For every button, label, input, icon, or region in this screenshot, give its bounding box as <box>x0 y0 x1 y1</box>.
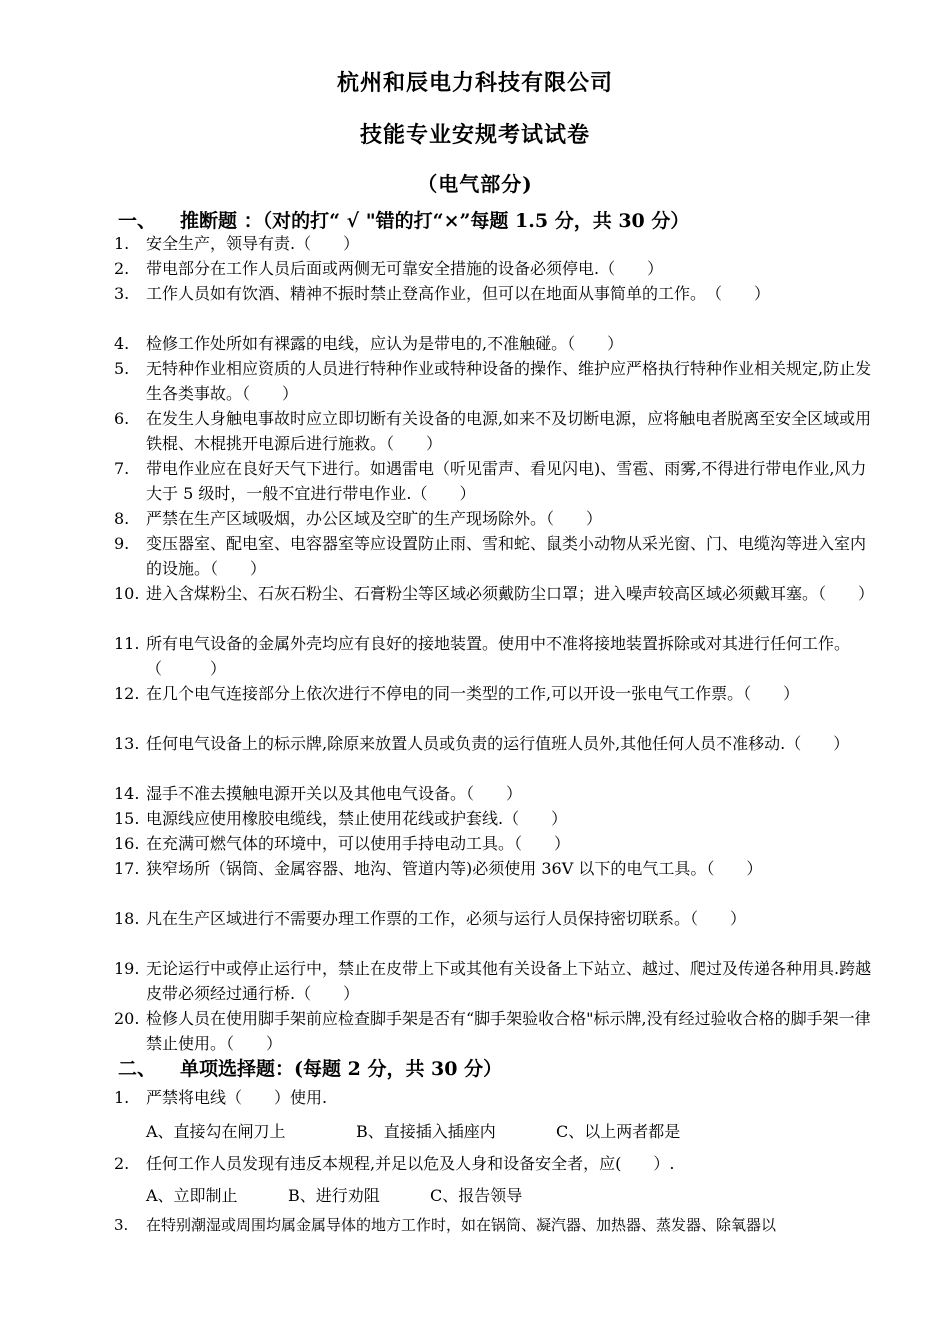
question-text: 在几个电气连接部分上依次进行不停电的同一类型的工作,可以开设一张电气工作票。（ ） <box>146 684 800 703</box>
question-number: 10. <box>114 584 140 603</box>
tf-question-4 <box>114 331 874 356</box>
question-text: 严禁在生产区域吸烟，办公区域及空旷的生产现场除外。（ ） <box>146 509 603 528</box>
option-c: C、以上两者都是 <box>556 1122 681 1141</box>
option-b: B、进行劝阻 <box>288 1186 380 1205</box>
question-text: 电源线应使用橡胶电缆线，禁止使用花线或护套线.（ ） <box>146 809 568 828</box>
question-text: 变压器室、配电室、电容器室等应设置防止雨、雪和蛇、鼠类小动物从采光窗、门、电缆沟等进入室内的设施。（ ） <box>146 534 867 578</box>
question-number: 1. <box>114 234 130 253</box>
question-number: 18. <box>114 909 140 928</box>
section-2-heading <box>118 1054 502 1081</box>
question-text: 安全生产，领导有责.（ ） <box>146 234 360 253</box>
option-c: C、报告领导 <box>430 1186 523 1205</box>
tf-question-11 <box>114 631 874 681</box>
company-title: 杭州和辰电力科技有限公司 <box>336 70 613 96</box>
question-number: 8. <box>114 509 130 528</box>
question-number: 3. <box>114 1216 129 1234</box>
tf-question-5 <box>114 356 874 406</box>
question-number: 2. <box>114 259 130 278</box>
question-text: 湿手不准去摸触电源开关以及其他电气设备。（ ） <box>146 784 523 803</box>
tf-question-14 <box>114 781 874 806</box>
question-number: 1. <box>114 1088 130 1107</box>
tf-question-18 <box>114 906 874 931</box>
tf-question-1 <box>114 231 874 256</box>
mc-question-1 <box>114 1085 874 1110</box>
question-text: 工作人员如有饮酒、精神不振时禁止登高作业，但可以在地面从事简单的工作。 （ ） <box>146 284 771 303</box>
tf-question-15 <box>114 806 874 831</box>
question-text: 进入含煤粉尘、石灰石粉尘、石膏粉尘等区域必须戴防尘口罩；进入噪声较高区域必须戴耳塞。（ ） <box>146 584 875 603</box>
section-1-text: 推断题 ：（对的打“ √ "错的打“×”每题 1.5 分，共 30 分） <box>180 210 690 232</box>
exam-title: 技能专业安规考试试卷 <box>359 122 590 148</box>
option-b: B、直接插入插座内 <box>356 1122 496 1141</box>
question-text: 凡在生产区域进行不需要办理工作票的工作，必须与运行人员保持密切联系。（ ） <box>146 909 747 928</box>
tf-question-6 <box>114 406 874 456</box>
option-a: A、直接勾在闸刀上 <box>146 1122 286 1141</box>
tf-question-10 <box>114 581 874 606</box>
section-1-heading <box>118 206 689 233</box>
question-number: 15. <box>114 809 140 828</box>
question-text: 严禁将电线（ ）使用. <box>146 1088 328 1107</box>
question-number: 5. <box>114 359 130 378</box>
tf-question-20 <box>114 1006 874 1056</box>
question-number: 9. <box>114 534 130 553</box>
question-text: 所有电气设备的金属外壳均应有良好的接地装置。使用中不准将接地装置拆除或对其进行任何工作。（ ） <box>146 634 851 678</box>
section-2-text: 单项选择题：(每题 2 分，共 30 分） <box>180 1058 503 1080</box>
tf-question-12 <box>114 681 874 706</box>
mc-question-3 <box>114 1213 874 1238</box>
tf-question-7 <box>114 456 874 506</box>
question-number: 4. <box>114 334 130 353</box>
question-number: 20. <box>114 1009 140 1028</box>
question-text: 无论运行中或停止运行中，禁止在皮带上下或其他有关设备上下站立、越过、爬过及传递各种用具.跨越皮带必须经过通行桥.（ ） <box>146 959 872 1003</box>
tf-question-19 <box>114 956 874 1006</box>
part-title: （电气部分) <box>417 172 533 196</box>
question-text: 在发生人身触电事故时应立即切断有关设备的电源,如来不及切断电源，应将触电者脱离至安全区域或用铁棍、木棍挑开电源后进行施救。（ ） <box>146 409 872 453</box>
question-text: 任何工作人员发现有违反本规程,并足以危及人身和设备安全者，应( ）. <box>146 1154 675 1173</box>
question-text: 带电作业应在良好天气下进行。如遇雷电（听见雷声、看见闪电)、雪雹、雨雾,不得进行带电作业,风力大于 5 级时，一般不宜进行带电作业.（ ） <box>146 459 867 503</box>
question-number: 7. <box>114 459 130 478</box>
mc-question-2 <box>114 1151 874 1176</box>
question-text: 检修工作处所如有裸露的电线，应认为是带电的,不准触碰。（ ） <box>146 334 624 353</box>
tf-question-16 <box>114 831 874 856</box>
question-number: 13. <box>114 734 140 753</box>
question-number: 17. <box>114 859 140 878</box>
question-number: 12. <box>114 684 140 703</box>
question-number: 16. <box>114 834 140 853</box>
section-1-number: 一、 <box>118 210 157 232</box>
section-2-number: 二、 <box>118 1058 157 1080</box>
tf-question-17 <box>114 856 874 881</box>
question-text: 检修人员在使用脚手架前应检查脚手架是否有“脚手架验收合格"标示牌,没有经过验收合格的脚手架一律禁止使用。（ ） <box>146 1009 871 1053</box>
question-text: 无特种作业相应资质的人员进行特种作业或特种设备的操作、维护应严格执行特种作业相关规定,防止发生各类事故。（ ） <box>146 359 872 403</box>
option-a: A、立即制止 <box>146 1186 238 1205</box>
question-number: 11. <box>114 634 140 653</box>
question-number: 6. <box>114 409 130 428</box>
question-text: 在特别潮湿或周围均属金属导体的地方工作时，如在锅筒、凝汽器、加热器、蒸发器、除氧器以 <box>146 1216 777 1234</box>
question-number: 3. <box>114 284 130 303</box>
question-number: 19. <box>114 959 140 978</box>
question-number: 2. <box>114 1154 130 1173</box>
question-text: 狭窄场所（锅筒、金属容器、地沟、管道内等)必须使用 36V 以下的电气工具。（ ） <box>146 859 763 878</box>
mc-question-2-options <box>146 1183 522 1206</box>
tf-question-13 <box>114 731 874 756</box>
tf-question-9 <box>114 531 874 581</box>
question-text: 在充满可燃气体的环境中，可以使用手持电动工具。（ ） <box>146 834 571 853</box>
question-text: 带电部分在工作人员后面或两侧无可靠安全措施的设备必须停电.（ ） <box>146 259 664 278</box>
tf-question-2 <box>114 256 874 281</box>
tf-question-8 <box>114 506 874 531</box>
mc-question-1-options <box>146 1119 680 1142</box>
question-text: 任何电气设备上的标示牌,除原来放置人员或负责的运行值班人员外,其他任何人员不准移动.（ ） <box>146 734 850 753</box>
tf-question-3 <box>114 281 874 306</box>
question-number: 14. <box>114 784 140 803</box>
